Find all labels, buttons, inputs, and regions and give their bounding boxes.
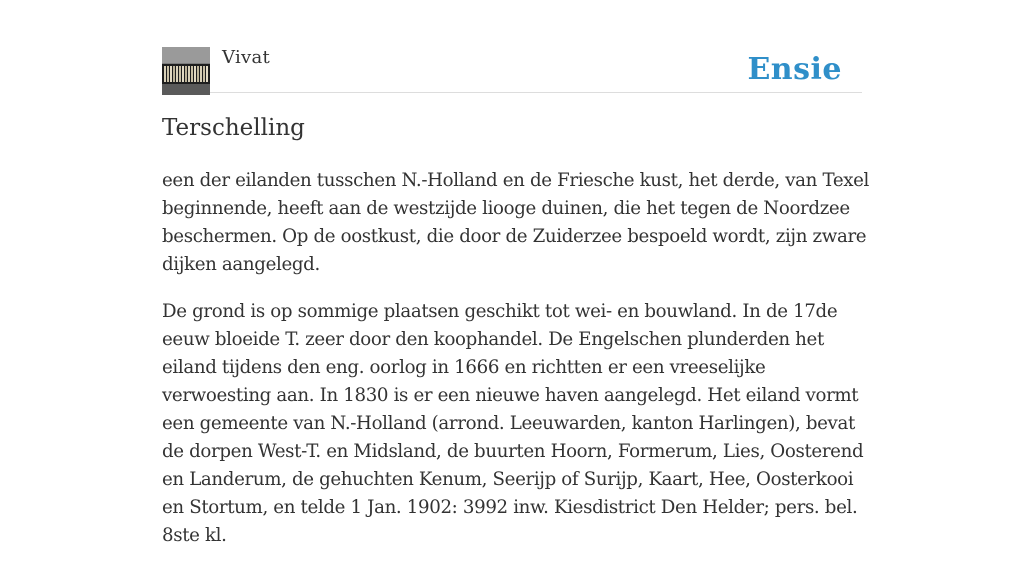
author-avatar[interactable]: [162, 47, 210, 95]
header: [162, 46, 862, 93]
article-body: [162, 167, 874, 569]
bookshelf-avatar-icon: [162, 47, 210, 95]
page-title: Terschelling: [162, 115, 305, 141]
paragraph: een der eilanden tusschen N.-Holland en de Friesche kust, het derde, van Texel beginnende, heeft aan de westzijde liooge duinen, die het tegen de Noordzee beschermen. Op de oostkust, die door de Zuiderzee bespoeld wordt, zijn zware dijken aangelegd.: [162, 170, 870, 275]
brand-logo[interactable]: Ensie: [747, 52, 842, 87]
author-name[interactable]: Vivat: [222, 47, 271, 68]
paragraph: De grond is op sommige plaatsen geschikt tot wei- en bouwland. In de 17de eeuw bloeide T. zeer door den koophandel. De Engelschen plunderden het eiland tijdens den eng. oorlog in 1666 en richtten er een vreeselijke verwoesting aan. In 1830 is er een nieuwe haven aangelegd. Het eiland vormt een gemeente van N.-Holland (arrond. Leeuwarden, kanton Harlingen), bevat de dorpen West-T. en Midsland, de buurten Hoorn, Formerum, Lies, Oosterend en Landerum, de gehuchten Kenum, Seerijp of Surijp, Kaart, Hee, Oosterkooi en Stortum, en telde 1 Jan. 1902: 3992 inw. Kiesdistrict Den Helder; pers. bel. 8ste kl.: [162, 301, 864, 546]
